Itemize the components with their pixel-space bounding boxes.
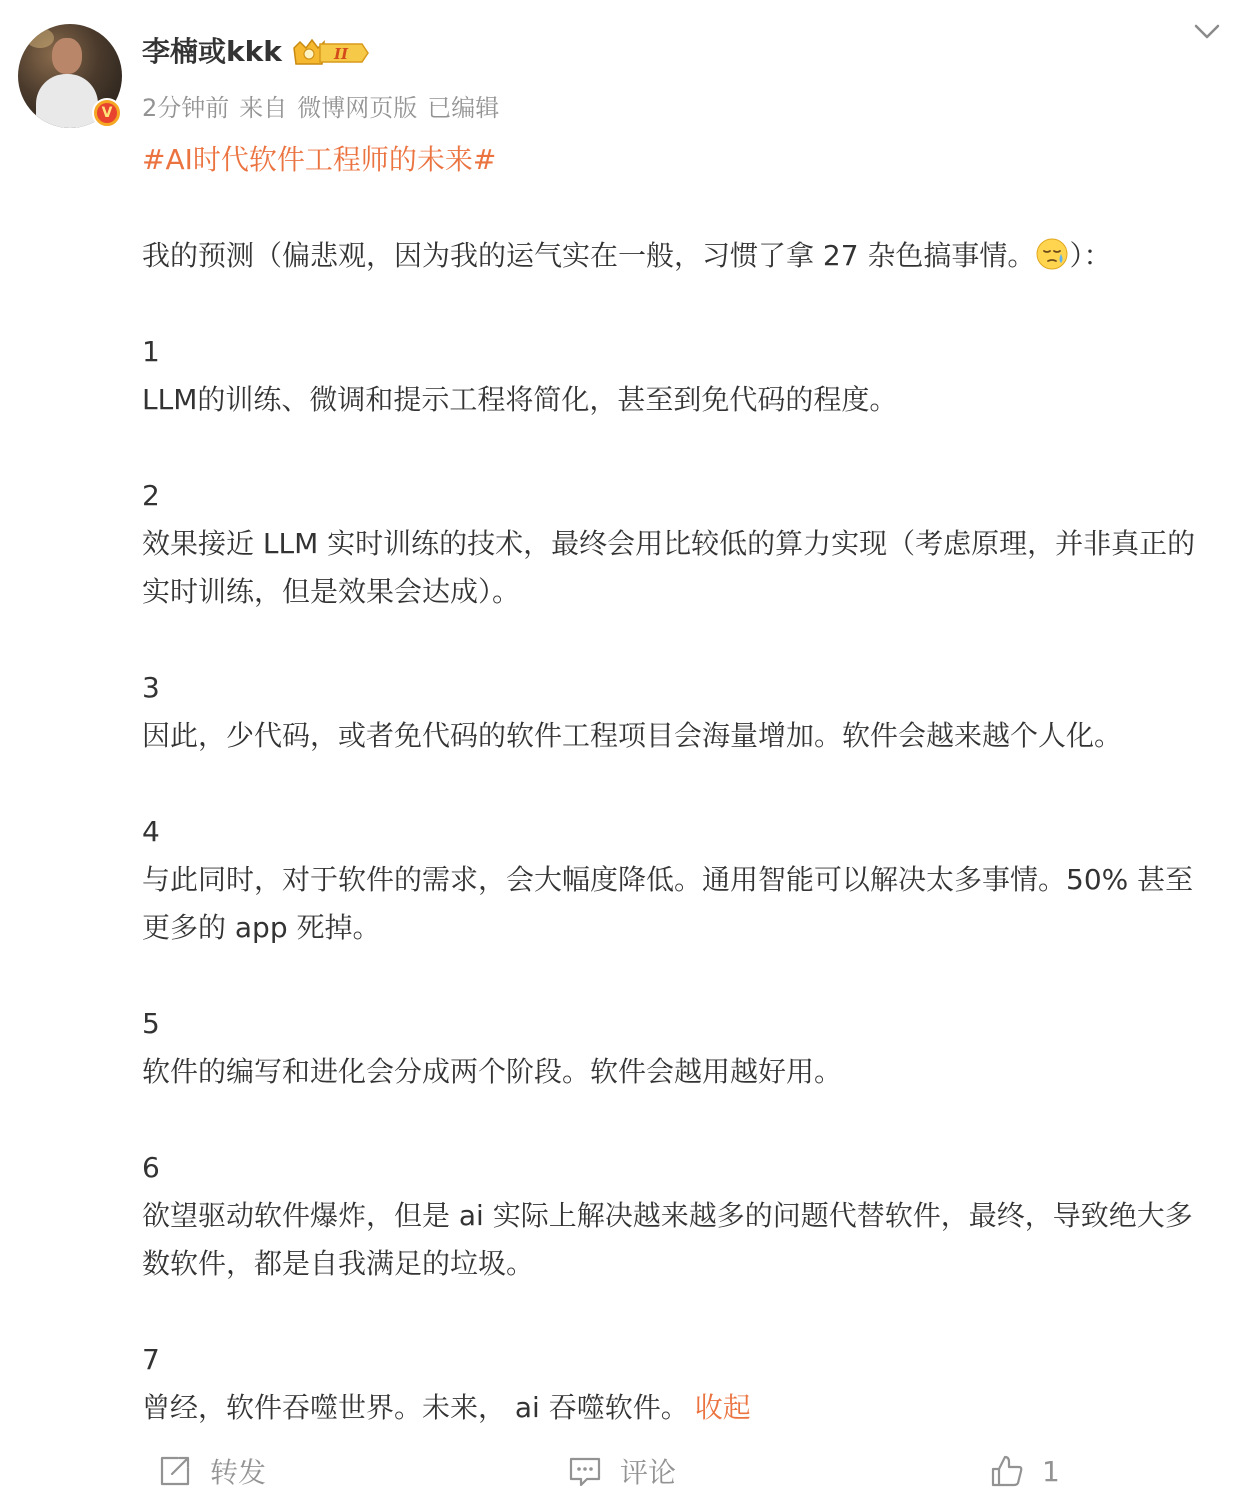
item-text: 因此，少代码，或者免代码的软件工程项目会海量增加。软件会越来越个人化。 xyxy=(142,719,1123,752)
level-badge-text: II xyxy=(333,45,349,63)
verified-mark: V xyxy=(97,103,117,123)
verified-badge-icon xyxy=(92,98,122,128)
like-button[interactable] xyxy=(990,1446,1060,1496)
item-number: 4 xyxy=(142,815,160,848)
username[interactable]: 李楠或kkk xyxy=(142,35,282,68)
comment-icon xyxy=(568,1454,602,1488)
item-text: 软件的编写和进化会分成两个阶段。软件会越用越好用。 xyxy=(142,1055,843,1088)
repost-button[interactable] xyxy=(158,1446,266,1496)
level-badge-icon xyxy=(292,38,370,68)
chevron-down-icon[interactable] xyxy=(1192,20,1222,44)
item-text: LLM的训练、微调和提示工程将简化，甚至到免代码的程度。 xyxy=(142,383,898,416)
hashtag-link[interactable]: #AI时代软件工程师的未来# xyxy=(142,143,497,176)
item-number: 3 xyxy=(142,671,160,704)
repost-label: 转发 xyxy=(210,1456,267,1489)
repost-icon xyxy=(158,1454,192,1488)
item-text: 曾经，软件吞噬世界。未来， ai 吞噬软件。 xyxy=(142,1391,689,1424)
thumbs-up-icon xyxy=(990,1454,1024,1488)
action-bar xyxy=(0,1446,1258,1496)
post-source: 微博网页版 xyxy=(297,94,418,122)
item-text: 欲望驱动软件爆炸，但是 ai 实际上解决越来越多的问题代替软件，最终，导致绝大多数软件，都是自我满足的垃圾。 xyxy=(142,1199,1193,1280)
comment-label: 评论 xyxy=(620,1456,677,1489)
item-text: 效果接近 LLM 实时训练的技术，最终会用比较低的算力实现（考虑原理，并非真正的实时训练，但是效果会达成）。 xyxy=(142,527,1196,608)
post-content xyxy=(142,136,1212,1432)
intro-end: ）： xyxy=(1069,239,1112,272)
item-number: 1 xyxy=(142,335,160,368)
intro-text: 我的预测（偏悲观，因为我的运气实在一般，习惯了拿 27 杂色搞事情。 xyxy=(142,239,1036,272)
avatar[interactable] xyxy=(18,24,122,128)
source-prefix: 来自 xyxy=(239,94,288,122)
item-text: 与此同时，对于软件的需求，会大幅度降低。通用智能可以解决太多事情。50% 甚至更多的 app 死掉。 xyxy=(142,863,1194,944)
post-intro xyxy=(142,232,1212,280)
like-count: 1 xyxy=(1042,1454,1060,1488)
item-number: 7 xyxy=(142,1343,160,1376)
sad-emoji-icon xyxy=(1035,237,1069,271)
post-time[interactable]: 2分钟前 xyxy=(142,94,230,122)
item-number: 2 xyxy=(142,479,160,512)
item-number: 6 xyxy=(142,1151,160,1184)
post-meta xyxy=(142,88,509,123)
comment-button[interactable] xyxy=(568,1446,676,1496)
collapse-link[interactable]: 收起 xyxy=(694,1391,751,1424)
item-last-line xyxy=(142,1384,1212,1432)
edited-label[interactable]: 已编辑 xyxy=(427,94,500,122)
item-number: 5 xyxy=(142,1007,160,1040)
